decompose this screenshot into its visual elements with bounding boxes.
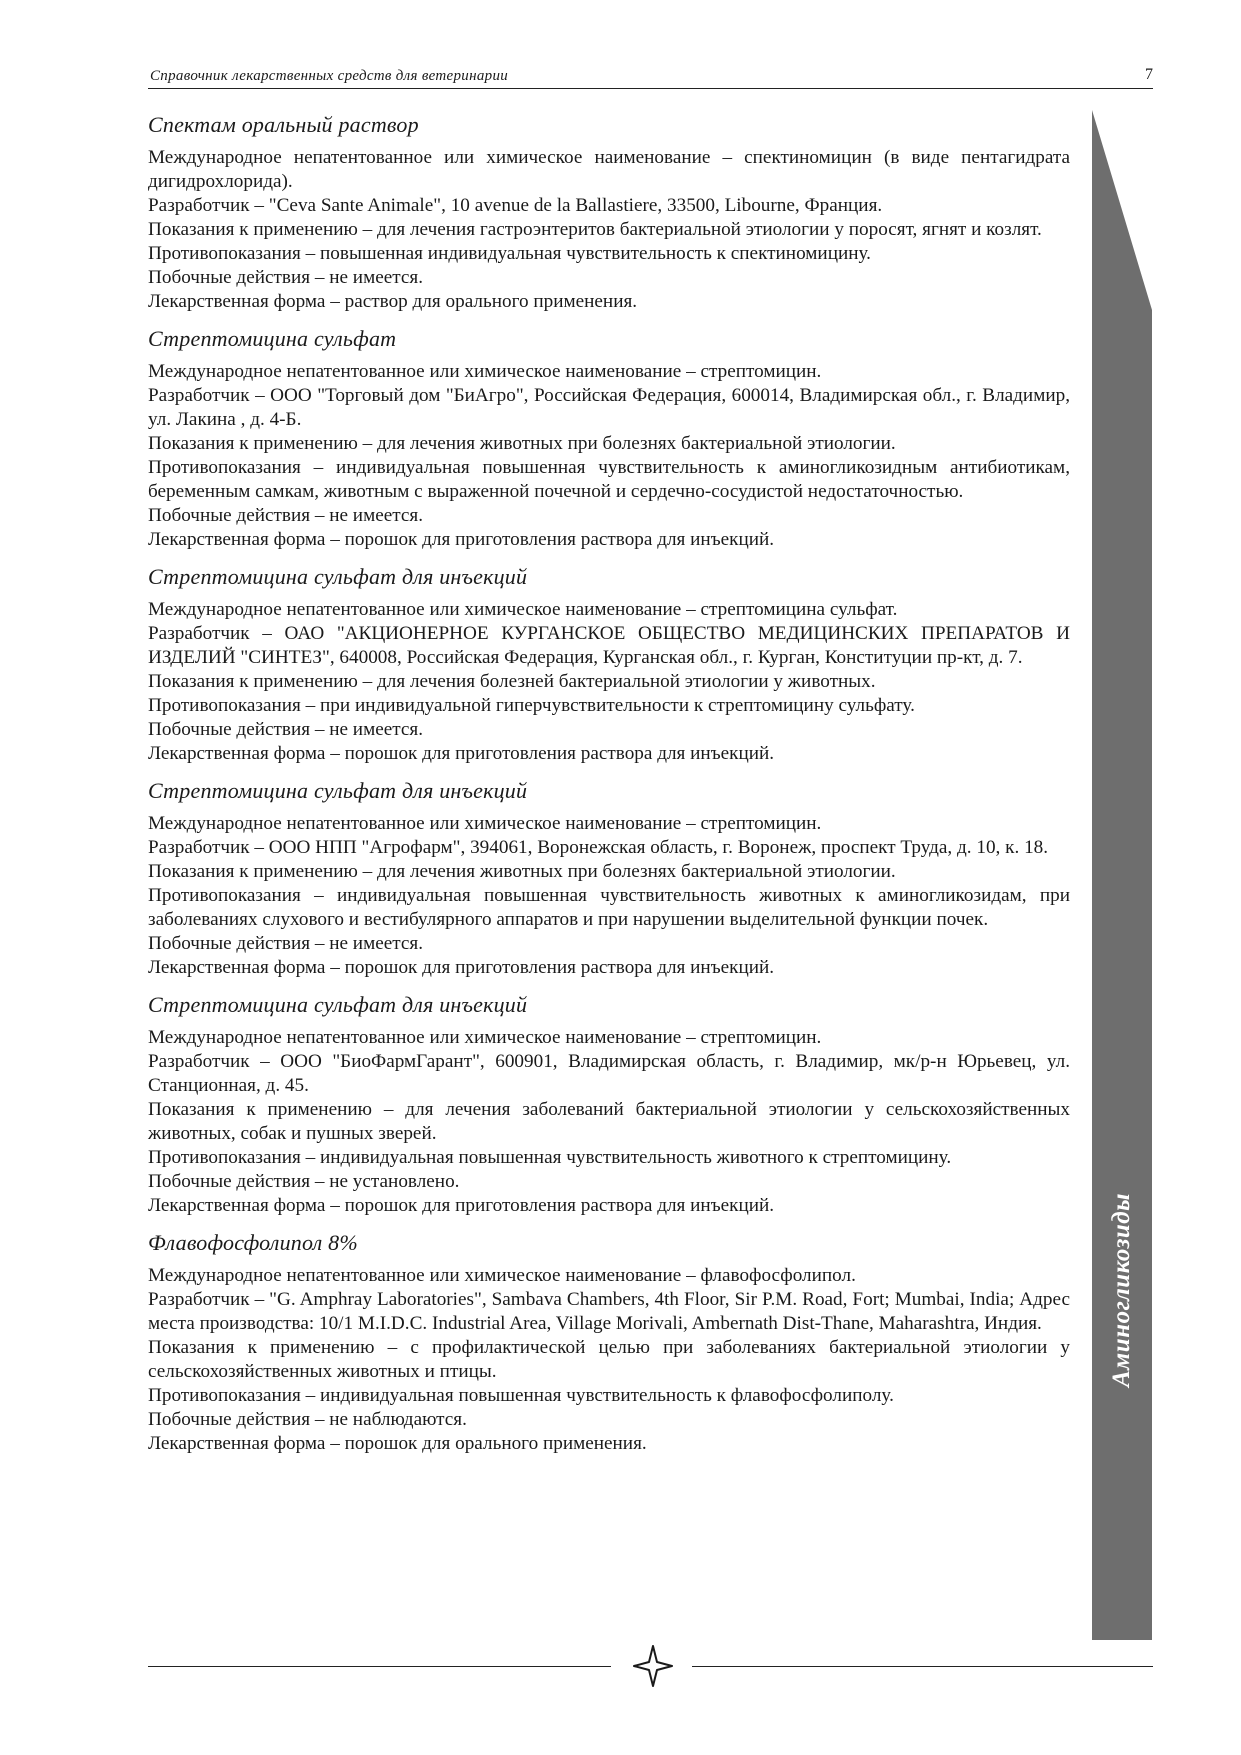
entry [148,992,1070,1218]
entry-contraindications: Противопоказания – при индивидуальной гиперчувствительности к стрептомицину сульфату. [148,695,915,716]
entry-developer: Разработчик – ОАО "АКЦИОНЕРНОЕ КУРГАНСКОЕ ОБЩЕСТВО МЕДИЦИНСКИХ ПРЕПАРАТОВ И ИЗДЕЛИЙ "СИНТЕЗ", 640008, Российская Федерация, Курганская обл., г. Курган, Конституции пр-кт, д. 7. [148,623,1070,668]
entry-indications: Показания к применению – для лечения животных при болезнях бактериальной этиологии. [148,433,896,454]
entry-side-effects: Побочные действия – не установлено. [148,1171,460,1192]
entry-contraindications: Противопоказания – повышенная индивидуальная чувствительность к спектиномицину. [148,243,871,264]
chapter-tab [1092,110,1152,1640]
running-header [148,64,1153,89]
entry-side-effects: Побочные действия – не имеется. [148,267,424,288]
entry-title: Стрептомицина сульфат для инъекций [148,564,528,589]
page-number: 7 [1145,66,1153,83]
entry-dosage-form: Лекарственная форма – порошок для приготовления раствора для инъекций. [148,1195,775,1216]
entry-indications: Показания к применению – для лечения болезней бактериальной этиологии у животных. [148,671,876,692]
entry-indications: Показания к применению – для лечения заболеваний бактериальной этиологии у сельскохозяйственных животных, собак и пушных зверей. [148,1099,1070,1144]
entry-indications: Показания к применению – для лечения животных при болезнях бактериальной этиологии. [148,861,896,882]
entry-inn: Международное непатентованное или химическое наименование – стрептомицина сульфат. [148,599,898,620]
entry-inn: Международное непатентованное или химическое наименование – стрептомицин. [148,813,822,834]
entry-side-effects: Побочные действия – не имеется. [148,719,424,740]
running-header-title: Справочник лекарственных средств для ветеринарии [150,68,509,84]
entry-inn: Международное непатентованное или химическое наименование – стрептомицин. [148,1027,822,1048]
entry-developer: Разработчик – "Ceva Sante Animale", 10 avenue de la Ballastiere, 33500, Libourne, Франция. [148,195,883,216]
entries [148,112,1070,1468]
entry-contraindications: Противопоказания – индивидуальная повышенная чувствительность к аминогликозидным антибиотикам, беременным самкам, животным с выраженной почечной и сердечно-сосудистой недостаточностью. [148,457,1070,502]
entry-indications: Показания к применению – с профилактической целью при заболеваниях бактериальной этиологии у сельскохозяйственных животных и птицы. [148,1337,1070,1382]
entry-indications: Показания к применению – для лечения гастроэнтеритов бактериальной этиологии у поросят, ягнят и козлят. [148,219,1042,240]
entry-contraindications: Противопоказания – индивидуальная повышенная чувствительность животного к стрептомицину. [148,1147,952,1168]
entry [148,326,1070,552]
entry [148,1230,1070,1456]
entry-inn: Международное непатентованное или химическое наименование – спектиномицин (в виде пентагидрата дигидрохлорида). [148,147,1070,192]
chapter-tab-label: Аминогликозиды [1108,1192,1135,1388]
entry-title: Стрептомицина сульфат для инъекций [148,778,528,803]
entry-side-effects: Побочные действия – не имеется. [148,505,424,526]
footer-rule-left [148,1666,611,1667]
entry-dosage-form: Лекарственная форма – раствор для орального применения. [148,291,638,312]
entry-side-effects: Побочные действия – не имеется. [148,933,424,954]
entry-title: Стрептомицина сульфат [148,326,397,351]
entry-dosage-form: Лекарственная форма – порошок для орального применения. [148,1433,647,1454]
entry-title: Флавофосфолипол 8% [148,1230,358,1255]
entry-inn: Международное непатентованное или химическое наименование – флавофосфолипол. [148,1265,856,1286]
star-ornament-icon [633,1645,673,1687]
entry-developer: Разработчик – "G. Amphray Laboratories", Sambava Chambers, 4th Floor, Sir P.M. Road, Fort; Mumbai, India; Адрес места производства: 10/1 M.I.D.C. Industrial Area, Village Morivali, Ambernath Dist-Thane, Maharashtra, Индия. [148,1289,1070,1334]
entry [148,112,1070,314]
entry-developer: Разработчик – ООО "Торговый дом "БиАгро", Российская Федерация, 600014, Владимирская обл., г. Владимир, ул. Лакина , д. 4-Б. [148,385,1070,430]
entry-contraindications: Противопоказания – индивидуальная повышенная чувствительность к флавофосфолиполу. [148,1385,894,1406]
chapter-tab-shape [1092,110,1152,1640]
entry-dosage-form: Лекарственная форма – порошок для приготовления раствора для инъекций. [148,743,775,764]
footer-rule-right [692,1666,1153,1667]
entry-dosage-form: Лекарственная форма – порошок для приготовления раствора для инъекций. [148,529,775,550]
entry-inn: Международное непатентованное или химическое наименование – стрептомицин. [148,361,822,382]
chapter-tab-label-box [1092,1192,1152,1388]
entry-side-effects: Побочные действия – не наблюдаются. [148,1409,467,1430]
entry [148,778,1070,980]
entry [148,564,1070,766]
entry-dosage-form: Лекарственная форма – порошок для приготовления раствора для инъекций. [148,957,775,978]
entry-contraindications: Противопоказания – индивидуальная повышенная чувствительность животных к аминогликозидам, при заболеваниях слухового и вестибулярного аппаратов и при нарушении выделительной функции почек. [148,885,1070,930]
entry-title: Спектам оральный раствор [148,112,419,137]
entry-developer: Разработчик – ООО НПП "Агрофарм", 394061, Воронежская область, г. Воронеж, проспект Труда, д. 10, к. 18. [148,837,1049,858]
entry-developer: Разработчик – ООО "БиоФармГарант", 600901, Владимирская область, г. Владимир, мк/р-н Юрьевец, ул. Станционная, д. 45. [148,1051,1070,1096]
entry-title: Стрептомицина сульфат для инъекций [148,992,528,1017]
